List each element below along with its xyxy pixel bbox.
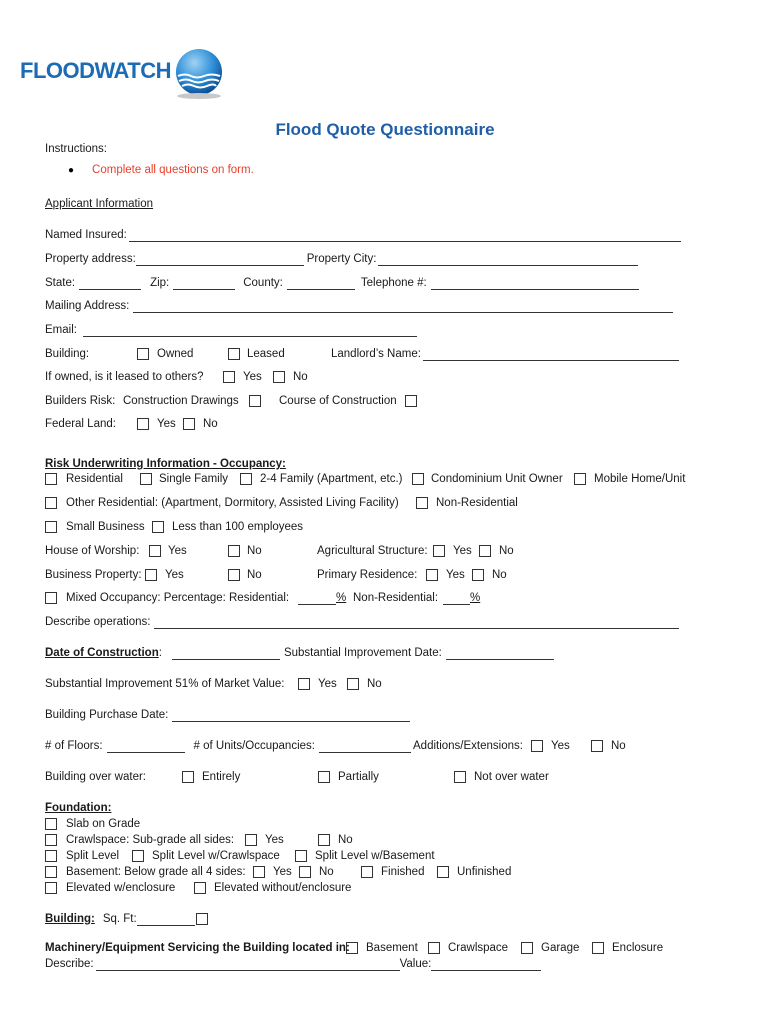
machinery-enclosure-label: Enclosure [612, 942, 664, 954]
mobile-home-checkbox[interactable] [574, 473, 586, 485]
worship-yes-checkbox[interactable] [149, 545, 161, 557]
elevated-w-checkbox[interactable] [45, 882, 57, 894]
federal-land-label: Federal Land: [45, 418, 116, 430]
no-label: No [247, 569, 262, 581]
units-field[interactable] [319, 740, 411, 753]
landlord-label: Landlord’s Name: [331, 348, 421, 360]
less-than-100-label: Less than 100 employees [172, 521, 304, 533]
globe-icon [173, 46, 225, 100]
leased-others-yes-checkbox[interactable] [223, 371, 235, 383]
county-field[interactable] [287, 277, 355, 290]
no-label: No [293, 371, 308, 383]
yes-label: Yes [168, 545, 187, 557]
no-label: No [492, 569, 507, 581]
purchase-date-label: Building Purchase Date: [45, 709, 169, 721]
describe-field[interactable] [96, 958, 400, 971]
floodwatch-logo [20, 46, 225, 100]
basement-checkbox[interactable] [45, 866, 57, 878]
additions-yes-checkbox[interactable] [531, 740, 543, 752]
crawlspace-checkbox[interactable] [45, 834, 57, 846]
county-label: County: [243, 277, 283, 289]
machinery-crawlspace-label: Crawlspace [448, 942, 509, 954]
yes-label: Yes [265, 834, 284, 846]
floors-field[interactable] [107, 740, 185, 753]
value-label: Value: [399, 958, 432, 970]
leased-checkbox[interactable] [228, 348, 240, 360]
single-family-label: Single Family [159, 473, 229, 485]
mobile-home-label: Mobile Home/Unit [594, 473, 686, 485]
two-four-family-checkbox[interactable] [240, 473, 252, 485]
yes-label: Yes [446, 569, 465, 581]
business-no-checkbox[interactable] [228, 569, 240, 581]
agricultural-yes-checkbox[interactable] [433, 545, 445, 557]
zip-field[interactable] [173, 277, 235, 290]
primary-yes-checkbox[interactable] [426, 569, 438, 581]
crawlspace-label: Crawlspace: Sub-grade all sides: [66, 834, 235, 846]
describe-operations-field[interactable] [154, 616, 679, 629]
condo-checkbox[interactable] [412, 473, 424, 485]
yes-label: Yes [551, 740, 570, 752]
substantial-51-label: Substantial Improvement 51% of Market Value: [45, 678, 285, 690]
if-owned-label: If owned, is it leased to others? [45, 371, 204, 383]
split-basement-checkbox[interactable] [295, 850, 307, 862]
slab-checkbox[interactable] [45, 818, 57, 830]
house-of-worship-label: House of Worship: [45, 545, 140, 557]
additions-no-checkbox[interactable] [591, 740, 603, 752]
yes-label: Yes [165, 569, 184, 581]
percent-sign: % [336, 592, 347, 604]
elevated-w-label: Elevated w/enclosure [66, 882, 176, 894]
mixed-occupancy-label: Mixed Occupancy: Percentage: Residential: [66, 592, 290, 604]
business-yes-checkbox[interactable] [145, 569, 157, 581]
unfinished-label: Unfinished [457, 866, 512, 878]
substantial-no-checkbox[interactable] [347, 678, 359, 690]
yes-label: Yes [453, 545, 472, 557]
split-crawl-checkbox[interactable] [132, 850, 144, 862]
basement-yes-checkbox[interactable] [253, 866, 265, 878]
no-label: No [367, 678, 382, 690]
substantial-date-label: Substantial Improvement Date: [283, 647, 442, 659]
machinery-crawlspace-checkbox[interactable] [428, 942, 440, 954]
zip-label: Zip: [150, 277, 170, 289]
yes-label: Yes [243, 371, 262, 383]
building-label: Building: [45, 348, 90, 360]
split-crawl-label: Split Level w/Crawlspace [152, 850, 280, 862]
non-residential-checkbox[interactable] [416, 497, 428, 509]
substantial-yes-checkbox[interactable] [298, 678, 310, 690]
partially-label: Partially [338, 771, 379, 783]
residential-percent-field[interactable] [298, 592, 336, 605]
small-business-label: Small Business [66, 521, 145, 533]
mixed-occupancy-checkbox[interactable] [45, 592, 57, 604]
small-business-checkbox[interactable] [45, 521, 57, 533]
no-label: No [499, 545, 514, 557]
not-over-water-checkbox[interactable] [454, 771, 466, 783]
construction-drawings-checkbox[interactable] [249, 395, 261, 407]
named-insured-label: Named Insured: [45, 229, 127, 241]
machinery-label: Machinery/Equipment Servicing the Building located in: [45, 942, 350, 954]
property-address-field[interactable] [136, 253, 304, 266]
residential-checkbox[interactable] [45, 473, 57, 485]
machinery-garage-checkbox[interactable] [521, 942, 533, 954]
no-label: No [338, 834, 353, 846]
instruction-item: Complete all questions on form. [92, 164, 254, 176]
basement-label: Basement: Below grade all 4 sides: [66, 866, 246, 878]
less-than-100-checkbox[interactable] [152, 521, 164, 533]
landlord-field[interactable] [423, 348, 679, 361]
two-four-family-label: 2-4 Family (Apartment, etc.) [260, 473, 403, 485]
entirely-checkbox[interactable] [182, 771, 194, 783]
mailing-address-label: Mailing Address: [45, 300, 130, 312]
sqft-checkbox[interactable] [196, 913, 208, 925]
condo-label: Condominium Unit Owner [431, 473, 563, 485]
colon: : [158, 647, 162, 659]
basement-no-checkbox[interactable] [299, 866, 311, 878]
non-residential-percent-field[interactable] [443, 592, 470, 605]
leased-others-no-checkbox[interactable] [273, 371, 285, 383]
no-label: No [319, 866, 334, 878]
describe-label: Describe: [45, 958, 94, 970]
crawlspace-yes-checkbox[interactable] [245, 834, 257, 846]
yes-label: Yes [318, 678, 337, 690]
other-residential-label: Other Residential: (Apartment, Dormitory, Assisted Living Facility) [66, 497, 399, 509]
owned-checkbox[interactable] [137, 348, 149, 360]
split-level-checkbox[interactable] [45, 850, 57, 862]
foundation-heading: Foundation: [45, 802, 112, 814]
worship-no-checkbox[interactable] [228, 545, 240, 557]
property-address-label: Property address: [45, 253, 136, 265]
unfinished-checkbox[interactable] [437, 866, 449, 878]
non-res-pct-label: Non-Residential: [353, 592, 439, 604]
over-water-label: Building over water: [45, 771, 146, 783]
floors-label: # of Floors: [45, 740, 103, 752]
instructions-label: Instructions: [45, 143, 107, 155]
non-residential-label: Non-Residential [436, 497, 518, 509]
value-field[interactable] [431, 958, 541, 971]
property-city-label: Property City: [306, 253, 377, 265]
date-construction-label: Date of Construction [45, 647, 159, 659]
course-construction-label: Course of Construction [279, 395, 397, 407]
machinery-basement-checkbox[interactable] [346, 942, 358, 954]
applicant-heading: Applicant Information [45, 198, 154, 210]
date-construction-field[interactable] [172, 647, 280, 660]
yes-label: Yes [273, 866, 292, 878]
federal-land-no-checkbox[interactable] [183, 418, 195, 430]
residential-label: Residential [66, 473, 123, 485]
additions-label: Additions/Extensions: [413, 740, 523, 752]
leased-label: Leased [247, 348, 285, 360]
risk-heading: Risk Underwriting Information - Occupancy: [45, 458, 286, 470]
agricultural-label: Agricultural Structure: [317, 545, 428, 557]
single-family-checkbox[interactable] [140, 473, 152, 485]
purchase-date-field[interactable] [172, 709, 410, 722]
no-label: No [247, 545, 262, 557]
substantial-date-field[interactable] [446, 647, 554, 660]
email-field[interactable] [83, 324, 417, 337]
no-label: No [203, 418, 218, 430]
business-property-label: Business Property: [45, 569, 142, 581]
course-construction-checkbox[interactable] [405, 395, 417, 407]
state-field[interactable] [79, 277, 141, 290]
partially-checkbox[interactable] [318, 771, 330, 783]
no-label: No [611, 740, 626, 752]
bullet-icon: ● [68, 164, 75, 176]
primary-residence-label: Primary Residence: [317, 569, 418, 581]
machinery-garage-label: Garage [541, 942, 580, 954]
not-over-water-label: Not over water [474, 771, 549, 783]
percent-sign: % [470, 592, 481, 604]
machinery-basement-label: Basement [366, 942, 418, 954]
finished-checkbox[interactable] [361, 866, 373, 878]
telephone-label: Telephone #: [360, 277, 427, 289]
split-basement-label: Split Level w/Basement [315, 850, 435, 862]
elevated-wo-checkbox[interactable] [194, 882, 206, 894]
entirely-label: Entirely [202, 771, 241, 783]
named-insured-field[interactable] [129, 229, 681, 242]
building-sqft-label: Building: [45, 913, 95, 925]
sqft-label: Sq. Ft: [102, 913, 137, 925]
crawlspace-no-checkbox[interactable] [318, 834, 330, 846]
yes-label: Yes [157, 418, 176, 430]
sqft-field[interactable] [137, 913, 195, 926]
elevated-wo-label: Elevated without/enclosure [214, 882, 352, 894]
page-title: Flood Quote Questionnaire [275, 120, 495, 139]
mailing-address-field[interactable] [133, 300, 673, 313]
telephone-field[interactable] [431, 277, 639, 290]
owned-label: Owned [157, 348, 194, 360]
units-label: # of Units/Occupancies: [193, 740, 315, 752]
machinery-enclosure-checkbox[interactable] [592, 942, 604, 954]
state-label: State: [45, 277, 76, 289]
finished-label: Finished [381, 866, 425, 878]
slab-label: Slab on Grade [66, 818, 141, 830]
other-residential-checkbox[interactable] [45, 497, 57, 509]
split-level-label: Split Level [66, 850, 120, 862]
federal-land-yes-checkbox[interactable] [137, 418, 149, 430]
email-label: Email: [45, 324, 77, 336]
property-city-field[interactable] [378, 253, 638, 266]
builders-risk-label: Builders Risk: [45, 395, 116, 407]
primary-no-checkbox[interactable] [472, 569, 484, 581]
construction-drawings-label: Construction Drawings [123, 395, 239, 407]
describe-operations-label: Describe operations: [45, 616, 151, 628]
logo-text: FLOODWATCH [20, 58, 172, 83]
agricultural-no-checkbox[interactable] [479, 545, 491, 557]
